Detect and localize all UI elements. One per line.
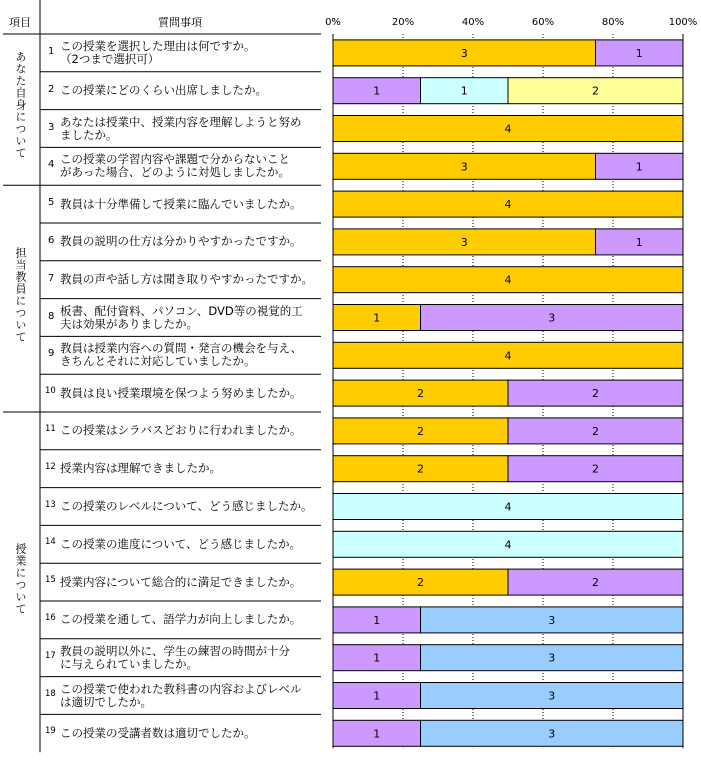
category-label: 担当教員について (14, 246, 27, 343)
question-text: 教員は十分準備して授業に臨んでいましたか。 (60, 196, 302, 211)
question-number: 13 (45, 499, 56, 510)
x-tick-label: 40% (461, 17, 485, 28)
question-text: あなたは授業中、授業内容を理解しようと努め ましたか。 (60, 114, 302, 142)
bar-data-label: 4 (504, 273, 512, 287)
x-tick-label: 100% (668, 17, 698, 28)
bar-data-label: 2 (417, 424, 424, 438)
bar-data-label: 2 (592, 576, 599, 590)
bar-data-label: 4 (504, 500, 512, 514)
question-number: 10 (45, 386, 56, 397)
question-number: 1 (48, 45, 55, 57)
question-text: この授業にどのくらい出席しましたか。 (60, 83, 267, 98)
bar-data-label: 2 (417, 387, 424, 401)
question-number: 4 (48, 159, 55, 171)
x-tick-label: 0% (325, 17, 341, 28)
question-number: 3 (48, 121, 55, 133)
bar-data-label: 2 (592, 387, 599, 401)
bar-data-label: 4 (504, 538, 512, 552)
question-text: この授業の学習内容や課題で分からないこと があった場合、どのように対処しましたか。 (60, 152, 290, 180)
question-text: この授業の受講者数は適切でしたか。 (60, 725, 256, 740)
category-label: 授業について (14, 543, 27, 616)
bar-data-label: 3 (548, 651, 556, 665)
bar-data-label: 1 (635, 46, 643, 60)
bar-data-label: 4 (504, 198, 512, 212)
question-text: 教員は授業内容への質問・発言の機会を与え、 きちんとそれに対応していましたか。 (60, 341, 303, 369)
bar-data-label: 1 (373, 613, 381, 627)
question-number: 12 (45, 461, 56, 472)
question-number: 16 (45, 612, 56, 623)
header-item: 質問事項 (158, 16, 202, 29)
bar-data-label: 3 (460, 160, 468, 174)
question-text: この授業を通して、語学力が向上しましたか。 (60, 612, 302, 627)
question-number: 11 (45, 423, 56, 434)
question-number: 8 (48, 310, 55, 322)
question-text: 教員の説明以外に、学生の練習の時間が十分 に与えられていましたか。 (60, 643, 290, 671)
question-number: 18 (45, 688, 56, 699)
question-number: 19 (45, 726, 56, 737)
bar-data-label: 1 (373, 84, 381, 98)
bar-data-label: 2 (592, 424, 599, 438)
question-number: 5 (48, 197, 55, 209)
question-text: この授業を選択した理由は何ですか。 （2つまで選択可） (60, 38, 256, 66)
bar-data-label: 3 (548, 689, 556, 703)
bar-data-label: 4 (504, 122, 512, 136)
question-number: 9 (48, 348, 55, 360)
bar-data-label: 4 (504, 349, 512, 363)
bar-data-label: 3 (460, 46, 468, 60)
bar-data-label: 3 (548, 613, 556, 627)
bar-data-label: 1 (635, 160, 643, 174)
x-tick-label: 20% (391, 17, 415, 28)
question-text: 授業内容は理解できましたか。 (60, 461, 221, 476)
question-text: この授業で使われた教科書の内容およびレベル は適切でしたか。 (60, 681, 302, 709)
bar-data-label: 1 (373, 689, 381, 703)
bar-data-label: 1 (373, 311, 381, 325)
question-text: 教員は良い授業環境を保つよう努めましたか。 (60, 385, 302, 400)
x-tick-label: 80% (601, 17, 625, 28)
question-text: 教員の説明の仕方は分かりやすかったですか。 (60, 234, 302, 249)
bar-data-label: 3 (548, 311, 556, 325)
question-text: この授業のレベルについて、どう感じましたか。 (60, 499, 313, 513)
bar-data-label: 3 (460, 235, 468, 249)
bar-data-label: 1 (373, 727, 381, 741)
bar-data-label: 1 (460, 84, 468, 98)
question-text: 授業内容について総合的に満足できましたか。 (60, 574, 302, 589)
question-text: 板書、配付資料、パソコン、DVD等の視覚的工 夫は効果がありましたか。 (60, 303, 303, 331)
question-number: 7 (48, 272, 55, 284)
bar-data-label: 2 (592, 84, 599, 98)
bar-data-label: 2 (417, 576, 424, 590)
category-label: あなた自身について (14, 51, 27, 160)
bar-data-label: 1 (373, 651, 381, 665)
question-number: 15 (45, 575, 56, 586)
question-number: 2 (48, 83, 55, 95)
question-text: この授業の進度について、どう感じましたか。 (60, 536, 302, 551)
bar-data-label: 1 (635, 235, 643, 249)
question-number: 6 (48, 234, 55, 246)
bar-data-label: 3 (548, 727, 556, 741)
question-number: 14 (45, 537, 56, 548)
x-tick-label: 60% (531, 17, 555, 28)
question-text: 教員の声や話し方は聞き取りやすかったですか。 (60, 272, 313, 287)
question-number: 17 (45, 650, 56, 661)
bar-data-label: 2 (592, 462, 599, 476)
header-category: 項目 (9, 16, 31, 29)
question-text: この授業はシラバスどおりに行われましたか。 (60, 423, 302, 438)
bar-data-label: 2 (417, 462, 424, 476)
